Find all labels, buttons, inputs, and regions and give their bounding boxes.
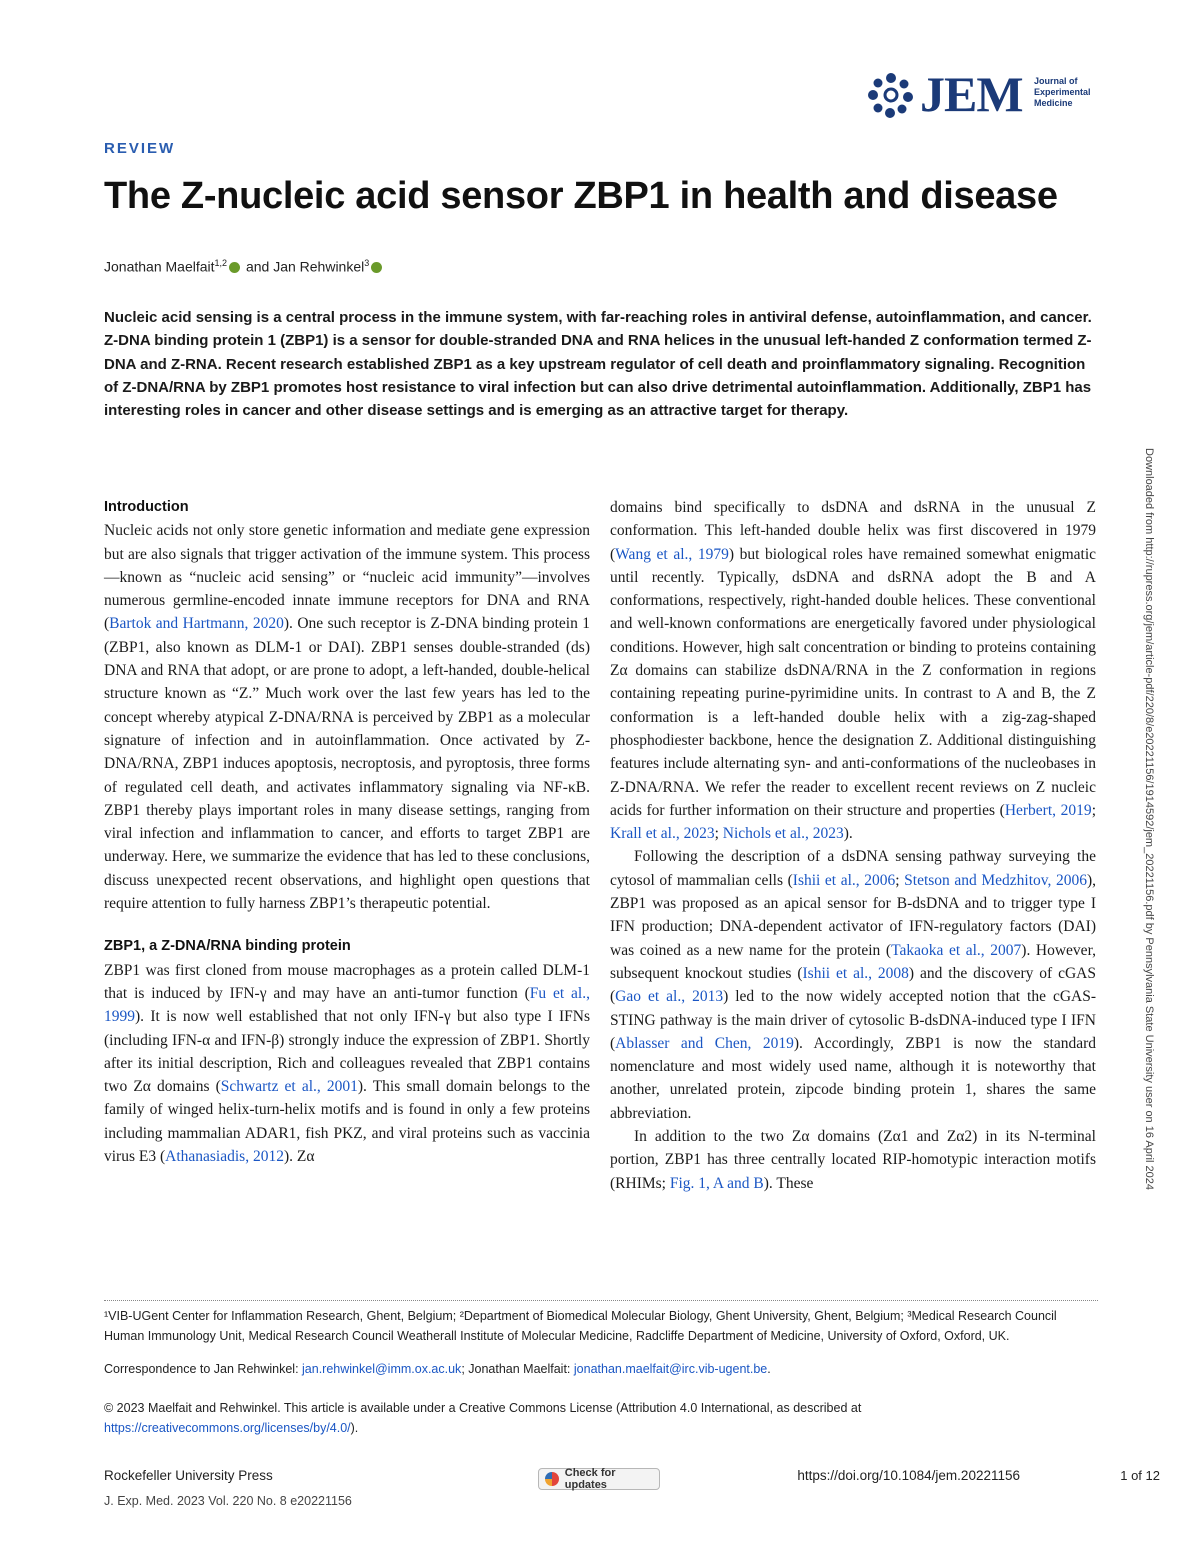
section-heading: Introduction bbox=[104, 499, 189, 515]
paragraph: Nucleic acids not only store genetic information and mediate gene expression but are also signals that trigger activation of the immune system. This process—known as “nucleic acid sensing” or “nucleic acid immunity”—involves numerous germline-encoded innate immune receptors for DNA and RNA (Bartok and Hartmann, 2020). One such receptor is Z-DNA binding protein 1 (ZBP1, also known as DLM-1 or DAI). ZBP1 senses double-stranded (ds) DNA and RNA that adopt, or are prone to adopt, a left-handed, double-helical structure known as “Z.” Much work over the last few years has led to the concept whereby atypical Z-DNA/RNA is perceived by ZBP1 as a molecular signature of infection and in autoinflammation. Once activated by Z-DNA/RNA, ZBP1 induces apoptosis, necroptosis, and pyroptosis, three forms of regulated cell death, and activates inflammatory signaling via NF-κB. ZBP1 thereby plays important roles in many disease settings, ranging from viral infection and inflammation to cancer, and efforts to target ZBP1 are underway. Here, we summarize the evidence that has led to these conclusions, discuss unexpected recent observations, and highlight open questions that require attention to fully harness ZBP1’s therapeutic potential. bbox=[104, 522, 590, 913]
paragraph: In addition to the two Zα domains (Zα1 and Zα2) in its N-terminal portion, ZBP1 has three centrally located RIP-homotypic interaction motifs (RHIMs; Fig. 1, A and B). These bbox=[610, 1128, 1096, 1192]
citation-link[interactable]: Ishii et al., 2006 bbox=[792, 871, 896, 889]
download-note: Downloaded from http://rupress.org/jem/article-pdf/220/8/e20221156/1914592/jem_20221156.pdf by Pennsylvania State University user on 16 April 2024 bbox=[1143, 448, 1155, 1190]
affiliations: ¹VIB-UGent Center for Inflammation Research, Ghent, Belgium; ²Department of Biomedical Molecular Biology, Ghent University, Ghent, Belgium; ³Medical Research Council Human Immunology Unit, Medical Research Council Weatherall Institute of Molecular Medicine, Radcliffe Department of Medicine, University of Oxford, Oxford, UK. bbox=[104, 1309, 1057, 1343]
citation-link[interactable]: Fu et al., 1999 bbox=[104, 984, 590, 1026]
figure-link[interactable]: Fig. 1, A and B bbox=[669, 1174, 764, 1192]
jem-logo-mark-icon bbox=[866, 70, 916, 120]
crossmark-icon bbox=[545, 1472, 559, 1486]
citation-link[interactable]: Schwartz et al., 2001 bbox=[220, 1078, 358, 1096]
license-note: © 2023 Maelfait and Rehwinkel. This article is available under a Creative Commons License (Attribution 4.0 International, as described at https://creativecommons.org/licenses/by/4.0/). bbox=[104, 1401, 862, 1435]
jem-logo bbox=[866, 66, 1106, 126]
citation-link[interactable]: Takaoka et al., 2007 bbox=[891, 941, 1022, 959]
author-affil-sup: 1,2 bbox=[214, 258, 228, 268]
abstract: Nucleic acid sensing is a central process in the immune system, with far-reaching roles in antiviral defense, autoinflammation, and cancer. Z-DNA binding protein 1 (ZBP1) is a sensor for double-stranded DNA and RNA helices in the unusual left-handed Z conformation termed Z-DNA and Z-RNA. Recent research established ZBP1 as a key upstream regulator of cell death and proinflammatory signaling. Recognition of Z-DNA/RNA by ZBP1 promotes host resistance to viral infection but can also drive detrimental autoinflammation. Additionally, ZBP1 has interesting roles in cancer and other disease settings and is emerging as an attractive target for therapy. bbox=[104, 309, 1092, 420]
jem-logo-word: JEM bbox=[920, 66, 1023, 122]
license-link[interactable]: https://creativecommons.org/licenses/by/4.0/ bbox=[104, 1421, 351, 1435]
citation-link[interactable]: Bartok and Hartmann, 2020 bbox=[109, 615, 284, 633]
paragraph: domains bind specifically to dsDNA and dsRNA in the unusual Z conformation. This left-handed double helix was first discovered in 1979 (Wang et al., 1979) but biological roles have remained somewhat enigmatic until recently. Typically, dsDNA and dsRNA adopt the B and A conformations, respectively, right-handed double helices. These conventional and well-known conformations are energetically favored under physiological conditions. However, high salt concentration or binding to proteins containing Zα domains can stabilize dsDNA/RNA in the Z conformation in regions containing repeating purine-pyrimidine units. In contrast to A and B, the Z conformation is a left-handed double helix with a zig-zag-shaped phosphodiester backbone, hence the designation Z. Additional distinguishing features include alternating syn- and anti-conformations of the nucleobases in Z-DNA/RNA. We refer the reader to excellent recent reviews on Z nucleic acids for further information on their structure and properties (Herbert, 2019; Krall et al., 2023; Nichols et al., 2023). bbox=[610, 499, 1097, 843]
paragraph: Following the description of a dsDNA sensing pathway surveying the cytosol of mammalian cells (Ishii et al., 2006; Stetson and Medzhitov, 2006), ZBP1 was proposed as an apical sensor for B-dsDNA and to trigger type I IFN production; DNA-dependent activator of IFN-regulatory factors (DAI) was coined as a new name for the protein (Takaoka et al., 2007). However, subsequent knockout studies (Ishii et al., 2008) and the discovery of cGAS (Gao et al., 2013) led to the now widely accepted notion that the cGAS-STING pathway is the main driver of cytosolic B-dsDNA-induced type I IFN (Ablasser and Chen, 2019). Accordingly, ZBP1 is now the standard nomenclature and most widely used name, although it is noteworthy that another, unrelated protein, zipcode binding protein 1, shares the same abbreviation. bbox=[610, 848, 1096, 1122]
doi-link[interactable]: https://doi.org/10.1084/jem.20221156 bbox=[797, 1468, 1020, 1483]
body-column-left bbox=[104, 496, 590, 1168]
section-heading: ZBP1, a Z-DNA/RNA binding protein bbox=[104, 938, 351, 955]
publisher: Rockefeller University Press bbox=[104, 1468, 273, 1483]
author-affil-sup: 3 bbox=[364, 258, 370, 268]
paragraph: ZBP1 was first cloned from mouse macrophages as a protein called DLM-1 that is induced by IFN-γ and may have an anti-tumor function (Fu et al., 1999). It is now well established that not only IFN-γ but also type I IFNs (including IFN-α and IFN-β) strongly induce the expression of ZBP1. Shortly after its initial description, Rich and colleagues revealed that ZBP1 contains two Zα domains (Schwartz et al., 2001). This small domain belongs to the family of winged helix-turn-helix motifs and is found in only a few proteins including mammalian ADAR1, fish PKZ, and viral proteins such as vaccinia virus E3 (Athanasiadis, 2012). Zα bbox=[104, 961, 590, 1166]
email-link[interactable]: jan.rehwinkel@imm.ox.ac.uk bbox=[302, 1362, 462, 1376]
citation-line: J. Exp. Med. 2023 Vol. 220 No. 8 e20221156 bbox=[104, 1494, 352, 1508]
check-for-updates-button[interactable]: Check for updates bbox=[538, 1468, 660, 1490]
body-column-right bbox=[610, 496, 1096, 1195]
citation-link[interactable]: Herbert, 2019 bbox=[1004, 801, 1092, 819]
jem-logo-subtitle: Journal of Experimental Medicine bbox=[1034, 76, 1091, 108]
email-link[interactable]: jonathan.maelfait@irc.vib-ugent.be bbox=[573, 1362, 768, 1376]
author-and: and bbox=[245, 258, 270, 275]
orcid-icon[interactable] bbox=[229, 262, 240, 273]
citation-link[interactable]: Wang et al., 1979 bbox=[615, 545, 729, 563]
citation-link[interactable]: Krall et al., 2023 bbox=[610, 825, 715, 843]
citation-link[interactable]: Gao et al., 2013 bbox=[615, 988, 724, 1006]
author-name[interactable]: Jonathan Maelfait bbox=[104, 258, 215, 275]
page-number: 1 of 12 bbox=[1120, 1468, 1160, 1483]
citation-link[interactable]: Ishii et al., 2008 bbox=[802, 964, 909, 982]
citation-link[interactable]: Athanasiadis, 2012 bbox=[165, 1148, 284, 1166]
citation-link[interactable]: Ablasser and Chen, 2019 bbox=[615, 1034, 794, 1052]
citation-link[interactable]: Stetson and Medzhitov, 2006 bbox=[904, 871, 1087, 889]
correspondence: Correspondence to Jan Rehwinkel: jan.rehwinkel@imm.ox.ac.uk; Jonathan Maelfait: jonathan.maelfait@irc.vib-ugent.be. bbox=[104, 1362, 771, 1376]
footnote-divider bbox=[104, 1300, 1098, 1301]
author-line bbox=[104, 258, 384, 275]
orcid-icon[interactable] bbox=[371, 262, 382, 273]
article-title: The Z-nucleic acid sensor ZBP1 in health and disease bbox=[104, 175, 1058, 217]
article-type: REVIEW bbox=[104, 140, 176, 157]
author-name[interactable]: Jan Rehwinkel bbox=[273, 258, 365, 275]
citation-link[interactable]: Nichols et al., 2023 bbox=[722, 825, 844, 843]
